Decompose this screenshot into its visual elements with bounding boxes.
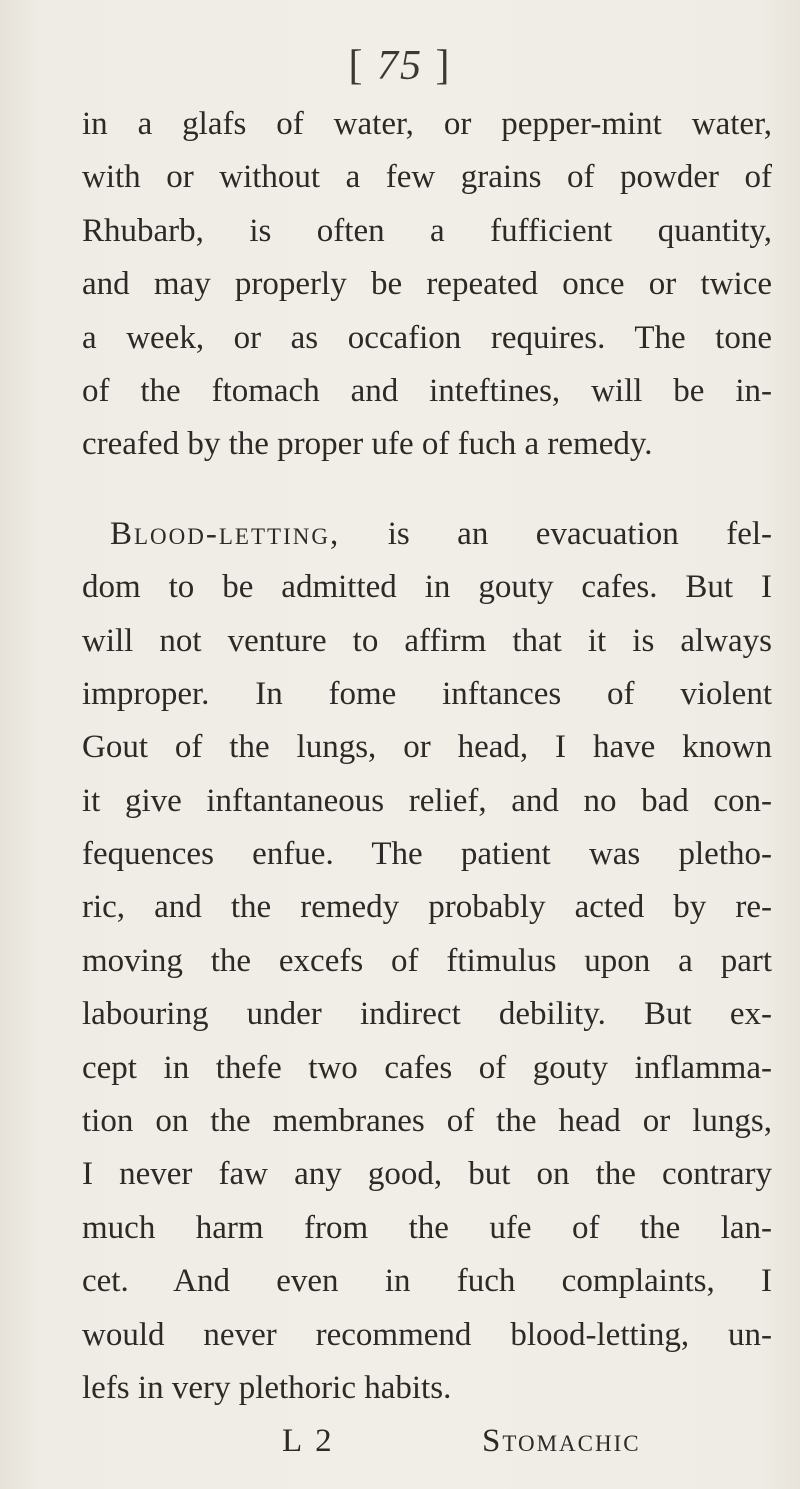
text-line: of the ftomach and inteftines, will be in- [82,372,772,409]
section-heading: Blood-letting, [110,515,341,552]
text-line: would never recommend blood-letting, un- [82,1316,772,1353]
body-text [82,98,772,1415]
text-line: it give inftantaneous relief, and no bad con- [82,782,772,819]
text-line: cet. And even in fuch complaints, I [82,1263,772,1300]
signature-mark: L 2 [282,1423,335,1459]
heading-continuation: is an evacuation fel- [387,515,772,552]
text-line: I never faw any good, but on the contrary [82,1156,772,1193]
text-line: dom to be admitted in gouty cafes. But I [82,569,772,606]
catchword: Stomachic [482,1423,641,1459]
page-footer [82,1415,772,1468]
text-line: improper. In fome inftances of violent [82,675,772,712]
text-line: in a glafs of water, or pepper-mint water, [82,106,772,142]
bracket-open: [ [348,43,365,89]
bracket-close: ] [435,43,452,89]
text-line: Rhubarb, is often a fufficient quantity, [82,212,772,249]
text-line: much harm from the ufe of the lan- [82,1209,772,1246]
text-line: tion on the membranes of the head or lungs, [82,1103,772,1140]
text-line: Gout of the lungs, or head, I have known [82,729,772,766]
text-line: will not venture to affirm that it is always [82,622,772,659]
text-line: lefs in very plethoric habits. [82,1369,452,1406]
paragraph-gap [82,472,772,508]
text-line: a week, or as occafion requires. The tone [82,319,772,356]
text-line: ric, and the remedy probably acted by re- [82,889,772,926]
text-line: fequences enfue. The patient was pletho- [82,836,772,873]
text-line: creafed by the proper ufe of fuch a remedy. [82,426,653,463]
text-line: moving the excefs of ftimulus upon a part [82,942,772,979]
page-header [0,42,800,90]
text-line: with or without a few grains of powder of [82,159,772,196]
text-line [82,508,772,561]
text-line: labouring under indirect debility. But ex- [82,996,772,1033]
text-line: and may properly be repeated once or twice [82,266,772,303]
text-line: cept in thefe two cafes of gouty inflamma- [82,1049,772,1086]
paragraph-1 [82,98,772,472]
paragraph-2 [82,508,772,1416]
page-number: 75 [377,43,423,89]
